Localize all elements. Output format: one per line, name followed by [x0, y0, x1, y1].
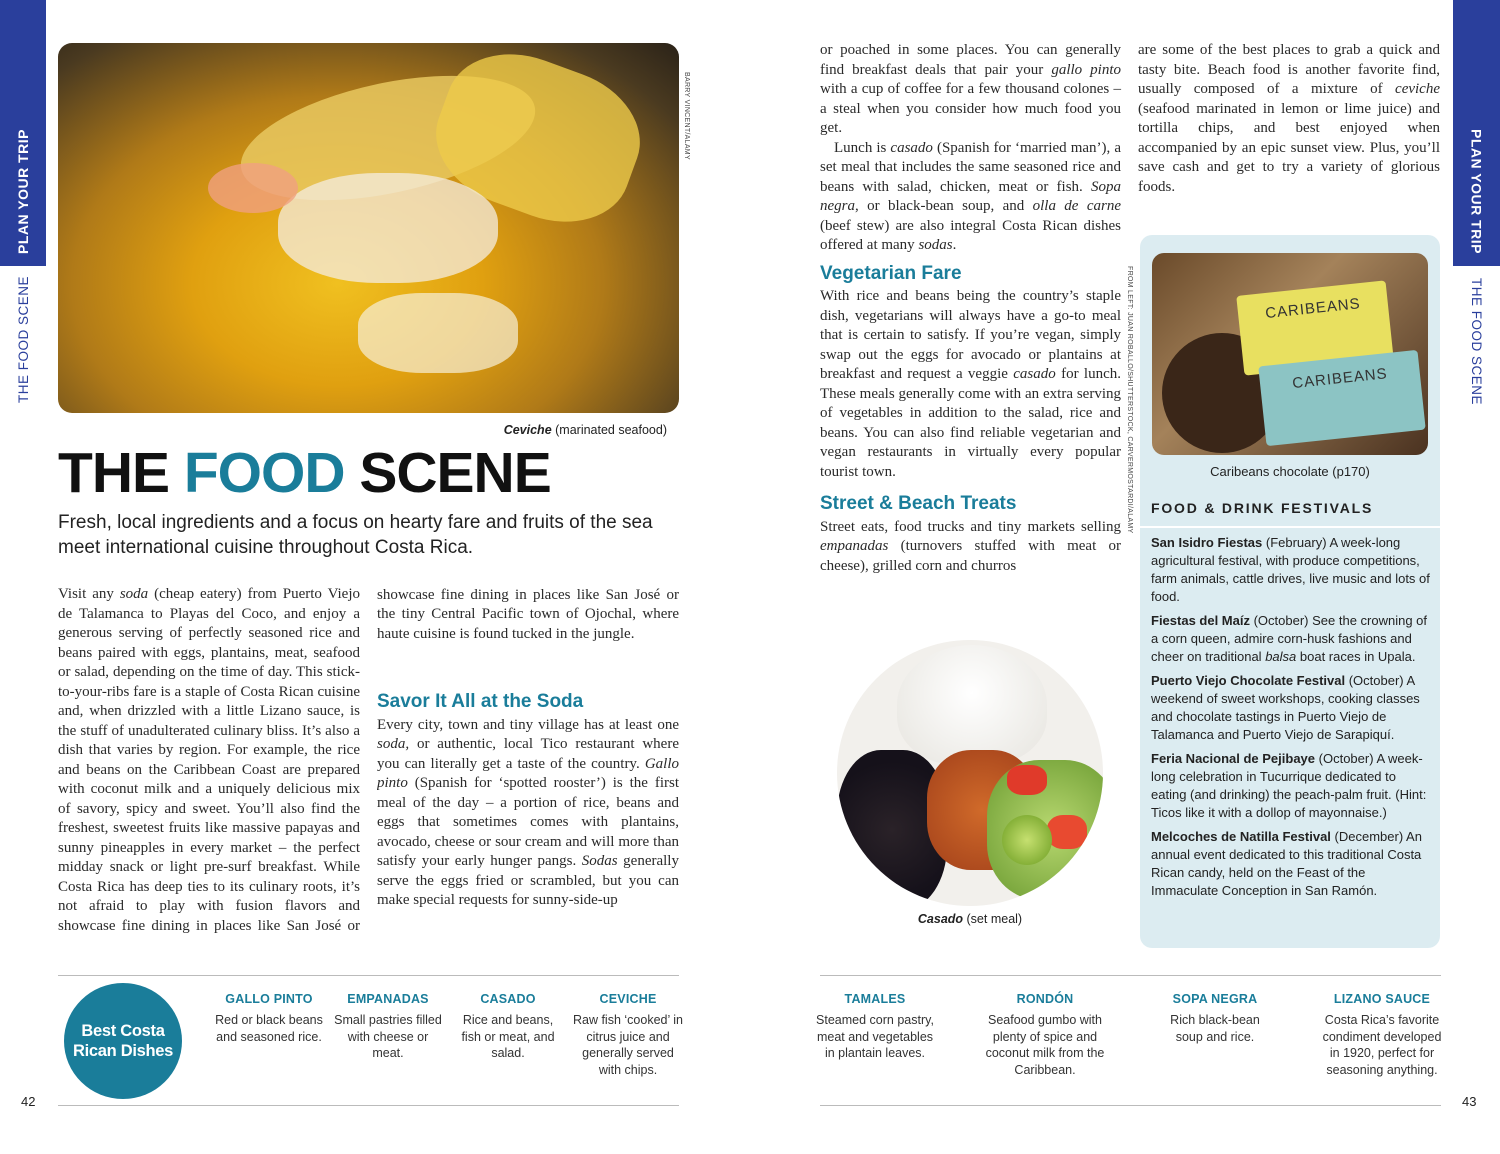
text-segment: Lunch is: [834, 139, 891, 156]
bold-text: Feria Nacional de Pejibaye: [1151, 751, 1316, 766]
italic-text: ceviche: [1395, 81, 1440, 97]
title-part: THE: [58, 441, 184, 505]
dish-item: [1318, 992, 1446, 1078]
dish-item: [332, 992, 444, 1062]
paragraph: [58, 585, 360, 934]
festival-item: [1151, 612, 1431, 666]
intro-column-1: [58, 585, 360, 934]
festival-item: [1151, 828, 1431, 900]
divider: [58, 1105, 679, 1106]
intro-text: [58, 585, 360, 934]
section-heading-street: Street & Beach Treats: [820, 493, 1017, 514]
dish-item: [213, 992, 325, 1045]
caption-italic: Casado: [917, 912, 964, 926]
plate-caption: [860, 912, 1080, 926]
section-label: PLAN YOUR TRIP: [1468, 129, 1485, 254]
vegetarian-text: [820, 287, 1121, 482]
caption-text: (marinated seafood): [551, 423, 667, 437]
text-segment: (February) A week-long agricultural festival, with produce competitions, farm animals, cattle drives, live music and lots of food.: [1151, 535, 1430, 604]
dish-item: [572, 992, 684, 1078]
dish-name: LIZANO SAUCE: [1333, 992, 1431, 1006]
dish-desc: Seafood gumbo with plenty of spice and coconut milk from the Caribbean.: [985, 1013, 1105, 1077]
paragraph: [820, 139, 1121, 256]
text-segment: Every city, town and tiny village has at least one: [377, 716, 679, 733]
dish-name: EMPANADAS: [347, 992, 429, 1006]
text-segment: for lunch. These meals generally come with an extra serving of vegetables in addition to the salad, rice and beans. You can also find reliable vegetarian and vegan restaurants in virtually every popular tourist town.: [820, 366, 1121, 480]
italic-text: soda: [119, 586, 149, 602]
italic-text: gallo pinto: [1051, 61, 1122, 78]
festivals-list: [1151, 534, 1431, 906]
divider: [820, 1105, 1441, 1106]
dish-name: RONDÓN: [1016, 992, 1074, 1006]
text-segment: (October) A weekend of sweet workshops, cooking classes and chocolate tastings in Puerto Viejo de Talamanca and Puerto Viejo de Sarapiquí.: [1151, 673, 1420, 742]
text-segment: (October) See the crowning of a corn queen, admire corn-husk fashions and cheer on traditional: [1151, 613, 1428, 664]
text-segment: or authentic, local Tico restaurant where you can literally get a taste of the country.: [377, 736, 679, 772]
festival-item: [1151, 534, 1431, 606]
festival-item: [1151, 750, 1431, 822]
section-tab-highlight: [1453, 0, 1500, 266]
text-segment: (Spanish for ‘married man’), a set meal that includes the same seasoned rice and beans with salad, chicken, meat or fish.: [820, 139, 1121, 195]
text-segment: (cheap eatery) from Puerto Viejo de Talamanca to Playas del Coco, and enjoy a generous serving of perfectly seasoned rice and beans paired with eggs, plantains, meat, seafood or salad, depending on the time of day. This stick-to-your-ribs fare is a staple of Costa Rican cuisine and, when drizzled with a little Lizano sauce, is the stuff of unadulterated culinary bliss. It’s also a dish that varies by region. For example, the rice and beans on the Caribbean Coast are prepared with coconut milk and a uniquely delicious mix of savory, spicy and sweet. You’ll also find the freshest, sweetest fruits like massive papayas and sunny pineapples in every market – the perfect midday snack or light pre-surf breakfast. While Costa Rica has deep ties to its culinary roots, it’s not afraid to play with fusion flavors and showcase fine dining in places like San José or: [58, 586, 360, 934]
paragraph: [377, 585, 679, 644]
bold-text: Fiestas del Maíz: [1151, 613, 1250, 628]
bold-text: Melcoches de Natilla Festival: [1151, 829, 1331, 844]
italic-text: balsa: [1265, 649, 1297, 664]
photo-caption: [400, 423, 667, 437]
section-tab-left: [0, 0, 46, 1154]
col1-text: [820, 41, 1121, 256]
text-segment: , or black-bean soup, and: [855, 198, 1033, 214]
ceviche-photo: [58, 43, 679, 413]
italic-text: casado: [890, 139, 933, 156]
dish-desc: Rice and beans, fish or meat, and salad.: [461, 1013, 555, 1060]
page-title: [58, 440, 551, 506]
caption-italic: Ceviche: [503, 423, 552, 437]
section-tab-highlight: [0, 0, 46, 266]
divider: [1140, 526, 1440, 528]
photo-credit: BARRY VINCENT/ALAMY: [683, 72, 690, 160]
right-column-1: [820, 41, 1121, 576]
dish-item: [815, 992, 935, 1062]
intro-continued: [377, 585, 679, 682]
section-tab-right: [1453, 0, 1500, 1154]
dish-desc: Costa Rica’s favorite condiment developed in 1920, perfect for seasoning anything.: [1322, 1013, 1442, 1077]
page-number: 42: [21, 1094, 36, 1109]
italic-text: Gallo pinto: [377, 755, 679, 791]
dish-name: GALLO PINTO: [225, 992, 313, 1006]
divider: [820, 975, 1441, 976]
italic-text: Sodas: [581, 853, 618, 869]
chapter-label: THE FOOD SCENE: [1469, 278, 1484, 406]
dish-desc: Raw fish ‘cooked’ in citrus juice and generally served with chips.: [572, 1013, 683, 1077]
soda-text: [377, 716, 679, 911]
dish-item: [985, 992, 1105, 1078]
paragraph: [820, 518, 1121, 577]
text-segment: or poached in some places. You can generally find breakfast deals that pair your: [820, 42, 1121, 78]
section-heading-vegetarian: Vegetarian Fare: [820, 262, 962, 284]
text-segment: showcase fine dining in places like San José or the tiny Central Pacific town of Ojochal, where haute cuisine is found tucked in the jungle.: [377, 586, 679, 642]
photo-credit: FROM LEFT: JUAN ROBALLO/SHUTTERSTOCK, CARVERMOSTARDI/ALAMY: [1126, 266, 1133, 534]
dish-name: TAMALES: [844, 992, 906, 1006]
chocolate-caption: Caribeans chocolate (p170): [1210, 464, 1370, 479]
paragraph: [820, 41, 1121, 139]
chocolate-bar-label: CARIBEANS: [1258, 350, 1425, 446]
bold-text: Puerto Viejo Chocolate Festival: [1151, 673, 1346, 688]
dish-desc: Rich black-bean soup and rice.: [1170, 1013, 1260, 1044]
text-segment: generally serve the eggs fried or scrambled, but you can make special requests for sunny-side-up: [377, 853, 679, 908]
text-segment: With rice and beans being the country’s staple dish, vegetarians will always have a go-to meal that is certain to satisfy. If you’re vegan, simply swap out the eggs for avocado or plantains at breakfast and request a veggie: [820, 288, 1121, 382]
chocolate-bar-label: CARIBEANS: [1236, 280, 1394, 375]
dish-name: CEVICHE: [599, 992, 657, 1006]
festivals-heading: FOOD & DRINK FESTIVALS: [1151, 500, 1374, 516]
dish-item: [452, 992, 564, 1062]
text-segment: Visit any: [58, 586, 120, 602]
divider: [58, 975, 679, 976]
text-segment: (turnovers stuffed with meat or cheese), grilled corn and churros: [820, 538, 1121, 574]
casado-photo: [837, 640, 1103, 906]
italic-text: empanadas: [820, 538, 889, 554]
right-column-2: [1138, 41, 1440, 197]
paragraph: [377, 716, 679, 911]
section-label: PLAN YOUR TRIP: [15, 129, 31, 254]
paragraph: [820, 287, 1121, 482]
chapter-label: THE FOOD SCENE: [15, 276, 31, 404]
section-heading-soda: Savor It All at the Soda: [377, 691, 584, 712]
text-segment: (seafood marinated in lemon or lime juice) and tortilla chips, and best enjoyed when accompanied by an epic sunset view. Plus, you’ll save cash and get to try a variety of glorious foods.: [1138, 100, 1440, 195]
festivals-sidebar: [1140, 235, 1440, 948]
text-segment: (Spanish for ‘spotted rooster’) is the first meal of the day – a portion of rice, beans and eggs that sometimes comes with plantains, avocado, cheese or sour cream and will more than satisfy your early hunger pangs.: [377, 775, 679, 869]
paragraph: [1138, 41, 1440, 197]
dish-desc: Red or black beans and seasoned rice.: [215, 1013, 323, 1044]
text-segment: (October) A week-long celebration in Tucurrique dedicated to eating (and drinking) the peach-palm fruit. (Hint: Ticos like it with a dollop of mayonnaise.): [1151, 751, 1427, 820]
bold-text: San Isidro Fiestas: [1151, 535, 1263, 550]
italic-text: sodas: [918, 237, 953, 253]
caption-text: (set meal): [963, 912, 1023, 926]
dish-desc: Steamed corn pastry, meat and vegetables in plantain leaves.: [816, 1013, 934, 1060]
dishes-badge-label: Best Costa Rican Dishes: [72, 1022, 174, 1060]
text-segment: .: [952, 237, 957, 253]
text-segment: are some of the best places to grab a quick and tasty bite. Beach food is another favorite find, usually composed of a mixture of: [1138, 42, 1440, 97]
dish-name: SOPA NEGRA: [1172, 992, 1258, 1006]
text-segment: with a cup of coffee for a few thousand colones – a steal when you consider how much food you get.: [820, 81, 1121, 136]
text-segment: (December) An annual event dedicated to this traditional Costa Rican candy, held on the Feast of the Immaculate Conception in San Ramón.: [1151, 829, 1422, 898]
dish-name: CASADO: [480, 992, 536, 1006]
street-text: [820, 518, 1121, 577]
title-part: SCENE: [344, 441, 551, 505]
text-segment: Street eats, food trucks and tiny markets selling: [820, 518, 1121, 535]
dish-desc: Small pastries filled with cheese or meat.: [334, 1013, 442, 1060]
text-segment: boat races in Upala.: [1296, 649, 1416, 664]
italic-text: casado: [1013, 366, 1056, 382]
intro-column-2: [377, 585, 679, 930]
italic-text: soda,: [377, 736, 410, 752]
italic-text: Sopa negra: [820, 178, 1121, 214]
festival-item: [1151, 672, 1431, 744]
chocolate-photo: [1152, 253, 1428, 455]
page-number: 43: [1462, 1094, 1477, 1109]
col2-text: [1138, 41, 1440, 197]
text-segment: (beef stew) are also integral Costa Rican dishes offered at many: [820, 217, 1121, 253]
italic-text: olla de carne: [1032, 198, 1121, 214]
dishes-badge: [64, 983, 182, 1099]
dish-item: [1155, 992, 1275, 1045]
page-subtitle: Fresh, local ingredients and a focus on hearty fare and fruits of the sea meet international cuisine throughout Costa Rica.: [58, 512, 653, 558]
title-highlight: FOOD: [183, 441, 345, 505]
